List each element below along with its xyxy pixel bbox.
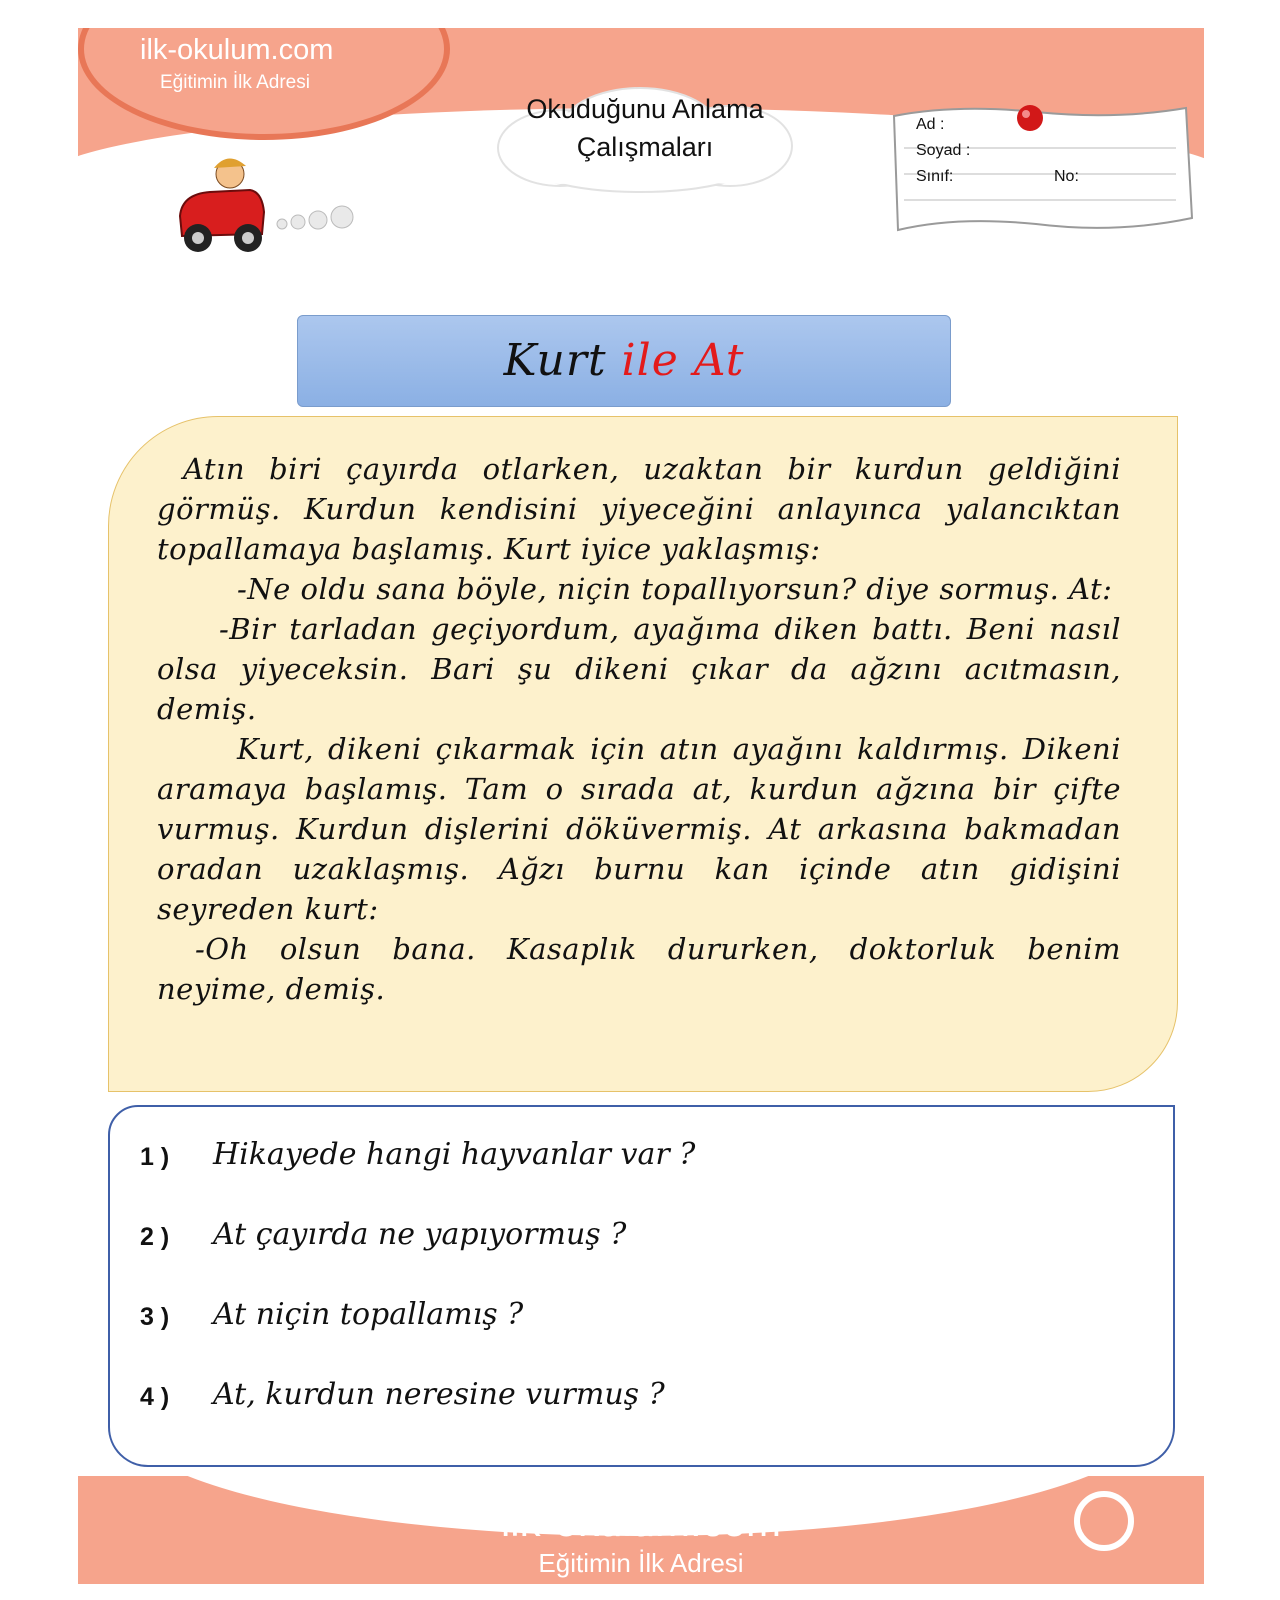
story-paragraph: Kurt, dikeni çıkarmak için atın ayağını kaldırmış. Dikeni aramaya başlamış. Tam o sırada at, kurdun ağzına bir çifte vurmuş. Kurdun dişlerini döküvermiş. At arkasına bakmadan oradan uzaklaşmış. Ağzı burnu kan içinde atın gidişini seyreden kurt: xyxy=(157,732,1121,926)
header-site-tagline: Eğitimin İlk Adresi xyxy=(160,72,310,93)
header-site-name: ilk-okulum.com xyxy=(140,34,334,66)
footer-ring-icon xyxy=(1074,1491,1134,1551)
class-label: Sınıf: xyxy=(916,168,954,185)
questions-box xyxy=(108,1105,1175,1467)
number-label: No: xyxy=(1054,168,1079,185)
story-paragraph: Atın biri çayırda otlarken, uzaktan bir kurdun geldiğini görmüş. Kurdun kendisini yiyeceğini anlayınca yalancıktan topallamaya başlamış. Kurt iyice yaklaşmış: xyxy=(157,452,1121,566)
story-title-word1: Kurt xyxy=(503,335,607,386)
story-title xyxy=(504,335,745,386)
page-header xyxy=(78,28,1204,292)
name-label: Ad : xyxy=(916,116,945,133)
worksheet-title-line1: Okuduğunu Anlama xyxy=(526,94,764,124)
question-text: At niçin topallamış ? xyxy=(213,1297,524,1332)
story-title-word2: ile xyxy=(621,335,679,386)
question-number: 1 ) xyxy=(140,1143,170,1171)
page-footer xyxy=(78,1476,1204,1584)
footer-site-tagline: Eğitimin İlk Adresi xyxy=(538,1548,744,1578)
question-number: 4 ) xyxy=(140,1383,170,1411)
question-text: At, kurdun neresine vurmuş ? xyxy=(213,1377,665,1412)
question-text: At çayırda ne yapıyormuş ? xyxy=(213,1217,627,1252)
car-illustration xyxy=(170,146,370,266)
story-box xyxy=(108,416,1178,1092)
question-number: 2 ) xyxy=(140,1223,170,1251)
worksheet-title-line2: Çalışmaları xyxy=(576,132,714,162)
footer-site-name: ilk-okulum.com xyxy=(500,1498,782,1545)
story-paragraph: -Oh olsun bana. Kasaplık dururken, doktorluk benim neyime, demiş. xyxy=(157,932,1121,1006)
story-title-banner xyxy=(297,315,951,407)
question-text: Hikayede hangi hayvanlar var ? xyxy=(213,1137,696,1172)
story-paragraph: -Bir tarladan geçiyordum, ayağıma diken battı. Beni nasıl olsa yiyeceksin. Bari şu dikeni çıkar da ağzını acıtmasın, demiş. xyxy=(157,612,1121,726)
story-paragraph: -Ne oldu sana böyle, niçin topallıyorsun? diye sormuş. At: xyxy=(237,572,1113,606)
story-title-word3: At xyxy=(693,335,745,386)
question-number: 3 ) xyxy=(140,1303,170,1331)
surname-label: Soyad : xyxy=(916,142,971,159)
worksheet-title xyxy=(490,90,800,166)
